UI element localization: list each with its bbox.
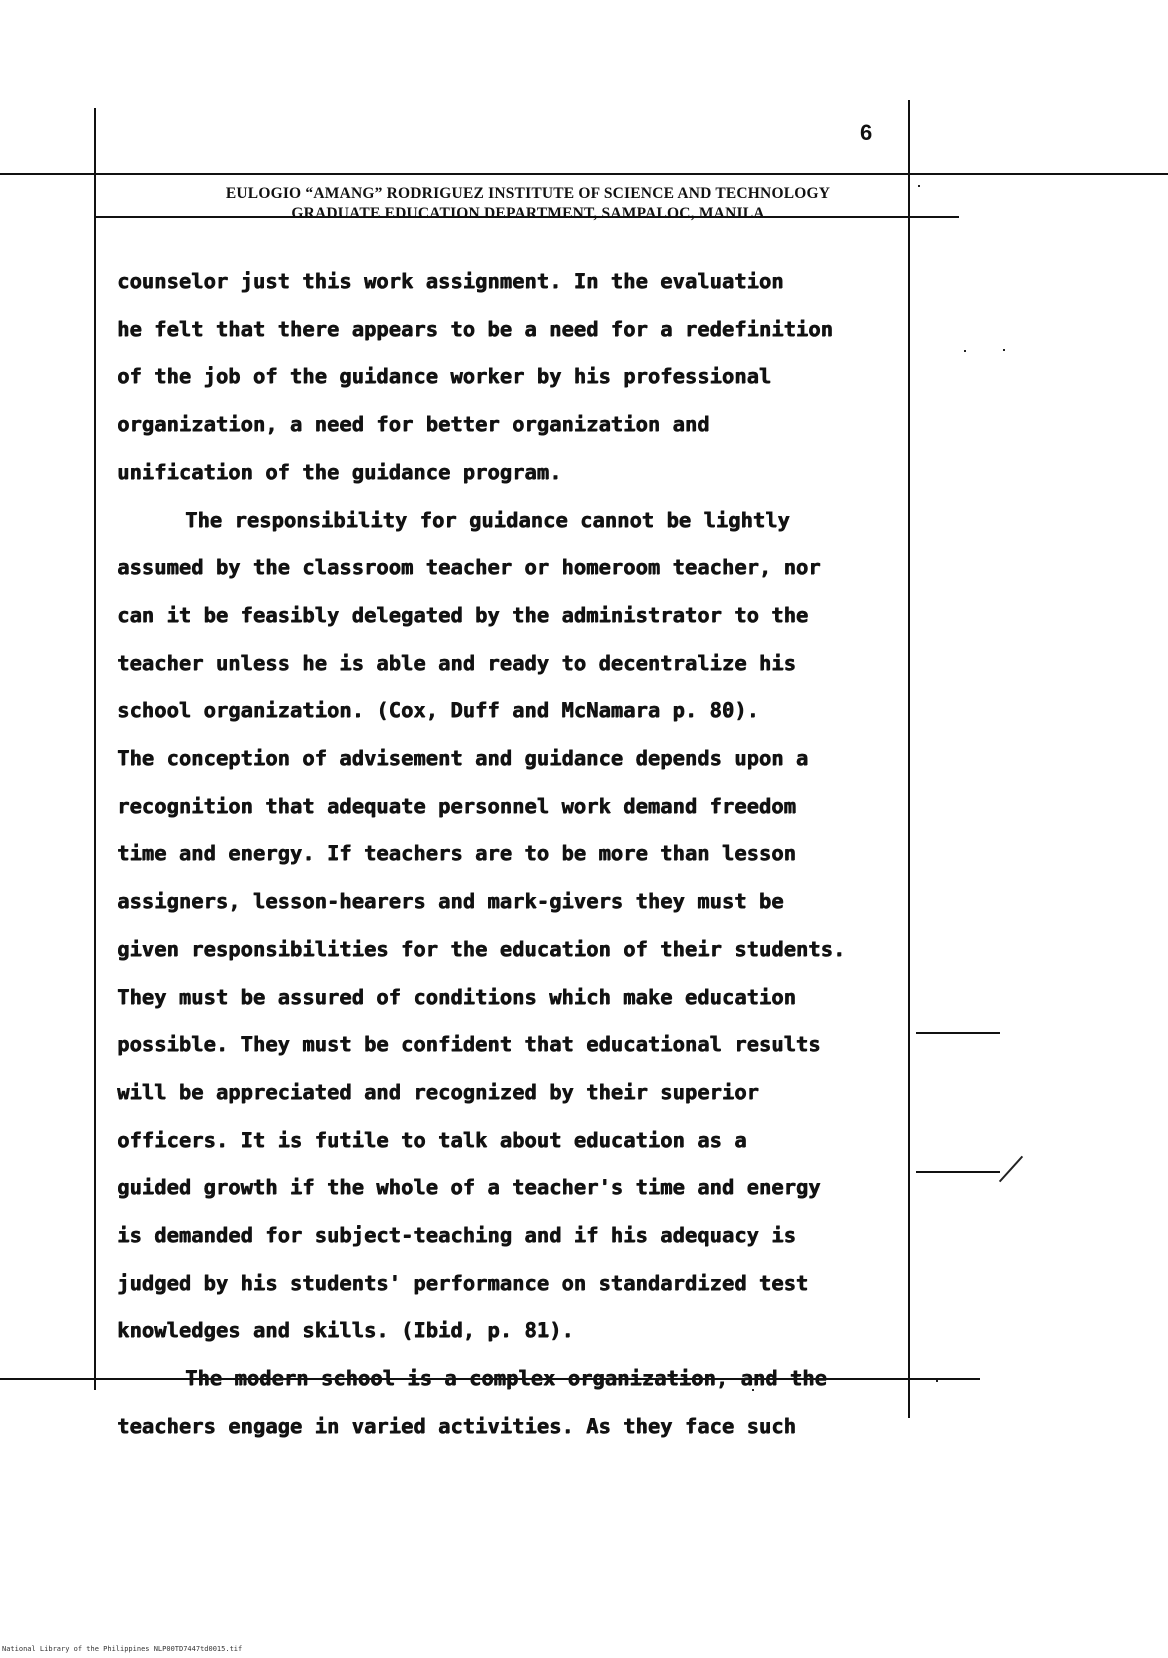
scan-footer: National Library of the Philippines NLP00TD7447td0015.tif [2, 1645, 243, 1653]
scan-speck [1003, 349, 1005, 351]
text-line: can it be feasibly delegated by the administrator to the [117, 602, 809, 627]
text-line: The responsibility for guidance cannot be lightly [185, 507, 790, 532]
page-number: 6 [860, 120, 873, 145]
text-line: time and energy. If teachers are to be more than lesson [117, 841, 796, 866]
paragraph-2 [117, 497, 959, 1356]
text-line: will be appreciated and recognized by their superior [117, 1079, 759, 1104]
text-line: officers. It is futile to talk about education as a [117, 1127, 747, 1152]
document-body [117, 258, 959, 1451]
top-horizontal-rule [0, 173, 1168, 175]
text-line: is demanded for subject-teaching and if his adequacy is [117, 1223, 796, 1248]
text-line: of the job of the guidance worker by his professional [117, 364, 772, 389]
paragraph-1 [117, 258, 959, 497]
text-line: unification of the guidance program. [117, 459, 562, 484]
institution-header [100, 184, 956, 224]
left-margin-rule [94, 108, 96, 1390]
text-line: recognition that adequate personnel work demand freedom [117, 793, 796, 818]
margin-slash-mark [999, 1156, 1023, 1183]
text-line: assumed by the classroom teacher or homeroom teacher, nor [117, 555, 821, 580]
paragraph-3 [117, 1355, 959, 1450]
text-line: The modern school is a complex organization, and the [185, 1366, 827, 1391]
scan-speck [964, 350, 966, 352]
text-line: The conception of advisement and guidance depends upon a [117, 746, 809, 771]
header-line-department: GRADUATE EDUCATION DEPARTMENT, SAMPALOC, MANILA [291, 205, 765, 222]
text-line: teachers engage in varied activities. As they face such [117, 1413, 796, 1438]
text-line: organization, a need for better organization and [117, 412, 710, 437]
text-line: teacher unless he is able and ready to decentralize his [117, 650, 796, 675]
text-line: knowledges and skills. (Ibid, p. 81). [117, 1318, 574, 1343]
text-line: judged by his students' performance on standardized test [117, 1270, 809, 1295]
text-line: They must be assured of conditions which make education [117, 984, 796, 1009]
header-line-institution: EULOGIO “AMANG” RODRIGUEZ INSTITUTE OF SCIENCE AND TECHNOLOGY [225, 185, 831, 202]
text-line: school organization. (Cox, Duff and McNamara p. 80). [117, 698, 759, 723]
text-line: he felt that there appears to be a need for a redefinition [117, 316, 833, 341]
text-line: given responsibilities for the education of their students. [117, 936, 846, 961]
text-line: possible. They must be confident that educational results [117, 1032, 821, 1057]
text-line: guided growth if the whole of a teacher's time and energy [117, 1175, 821, 1200]
text-line: counselor just this work assignment. In the evaluation [117, 269, 784, 293]
text-line: assigners, lesson-hearers and mark-givers they must be [117, 889, 784, 914]
